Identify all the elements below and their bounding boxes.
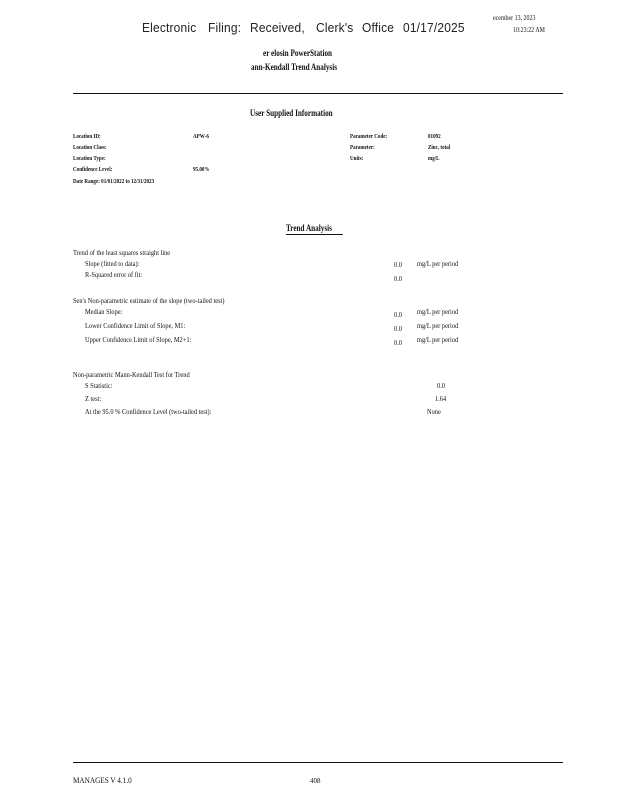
median-slope-unit: mg/L per period bbox=[417, 307, 459, 316]
lower-limit-unit: mg/L per period bbox=[417, 321, 459, 330]
location-id-label: Location ID: bbox=[73, 133, 101, 140]
filing-stamp-word: Received, bbox=[250, 20, 305, 35]
parameter-value: Zinc, total bbox=[428, 144, 451, 151]
mann-kendall-heading: Non-parametric Mann-Kendall Test for Trend bbox=[73, 370, 190, 379]
upper-limit-value: 0.0 bbox=[394, 338, 402, 347]
location-class-label: Location Class: bbox=[73, 144, 107, 151]
z-test-label: Z test: bbox=[85, 394, 102, 403]
report-time: 10:23:22 AM bbox=[513, 26, 545, 34]
z-test-value: 1.64 bbox=[435, 394, 447, 403]
software-version: MANAGES V 4.1.0 bbox=[73, 775, 132, 785]
filing-stamp-word: Clerk's bbox=[316, 20, 354, 35]
confidence-result-label: At the 95.0 % Confidence Level (two-tailed test): bbox=[85, 407, 212, 416]
report-station-title: er elosin PowerStation bbox=[263, 48, 333, 58]
location-id-value: APW-6 bbox=[193, 133, 209, 140]
report-date: ecember 13, 2023 bbox=[493, 14, 536, 22]
r-squared-label: R-Squared error of fit: bbox=[85, 270, 143, 279]
upper-limit-unit: mg/L per period bbox=[417, 335, 459, 344]
s-statistic-value: 0.0 bbox=[437, 381, 445, 390]
least-squares-heading: Trend of the least squares straight line bbox=[73, 248, 171, 257]
date-range: Date Range: 01/01/2022 to 12/31/2023 bbox=[73, 178, 155, 185]
slope-value: 0.0 bbox=[394, 260, 402, 269]
slope-unit: mg/L per period bbox=[417, 259, 459, 268]
slope-label: Slope (fitted to data): bbox=[85, 259, 140, 268]
filing-stamp-date: 01/17/2025 bbox=[403, 20, 465, 35]
confidence-level-label: Confidence Level: bbox=[73, 166, 113, 173]
filing-stamp-word: Filing: bbox=[208, 20, 242, 35]
r-squared-value: 0.0 bbox=[394, 274, 402, 283]
lower-limit-value: 0.0 bbox=[394, 324, 402, 333]
footer-rule bbox=[73, 762, 563, 763]
page-number: 408 bbox=[310, 777, 321, 785]
median-slope-value: 0.0 bbox=[394, 310, 402, 319]
units-label: Units: bbox=[350, 155, 364, 162]
user-info-heading: User Supplied Information bbox=[250, 108, 333, 118]
parameter-code-label: Parameter Code: bbox=[350, 133, 388, 140]
confidence-result-value: None bbox=[427, 407, 441, 416]
upper-limit-label: Upper Confidence Limit of Slope, M2+1: bbox=[85, 335, 192, 344]
parameter-code-value: 01092 bbox=[428, 133, 441, 140]
parameter-label: Parameter: bbox=[350, 144, 375, 151]
s-statistic-label: S Statistic: bbox=[85, 381, 113, 390]
header-rule bbox=[73, 93, 563, 94]
lower-limit-label: Lower Confidence Limit of Slope, M1: bbox=[85, 321, 186, 330]
filing-stamp-word: Office bbox=[362, 20, 395, 35]
filing-stamp-word: Electronic bbox=[142, 20, 197, 35]
location-type-label: Location Type: bbox=[73, 155, 106, 162]
median-slope-label: Median Slope: bbox=[85, 307, 123, 316]
sen-slope-heading: Sen's Non-parametric estimate of the slope (two-tailed test) bbox=[73, 296, 225, 305]
trend-analysis-heading: Trend Analysis bbox=[286, 223, 343, 235]
report-analysis-title: ann-Kendall Trend Analysis bbox=[251, 62, 338, 72]
units-value: mg/L bbox=[428, 155, 440, 162]
confidence-level-value: 95.00% bbox=[193, 166, 210, 173]
